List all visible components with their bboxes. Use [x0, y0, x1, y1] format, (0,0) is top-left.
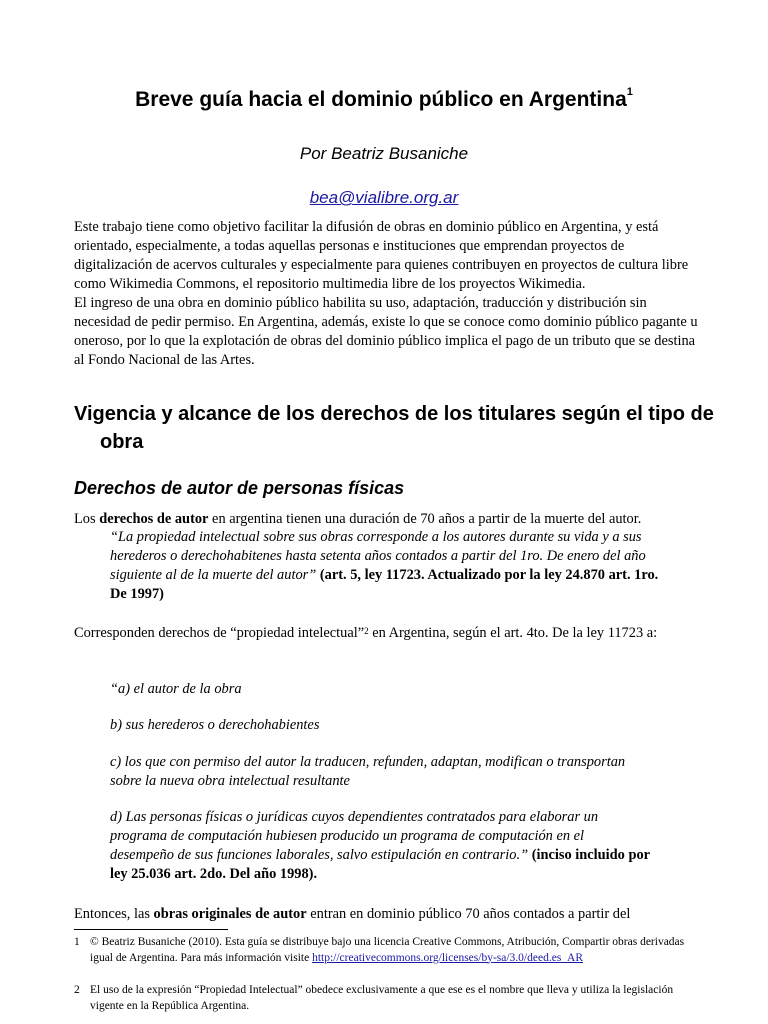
license-link[interactable]: http://creativecommons.org/licenses/by-sa/3.0/deed.es_AR [312, 951, 584, 964]
intro-section [74, 218, 698, 370]
paragraph-corresponden-post: en Argentina, según el art. 4to. De la ley 11723 a: [368, 625, 658, 641]
intro-paragraph-2: El ingreso de una obra en dominio público habilita su uso, adaptación, traducción y distribución sin necesidad de pedir permiso. En Argentina, además, existe lo que se conoce como dominio público pagante u oneroso, por lo que la explotación de obras del dominio público implica el pago de un tributo que se destina al Fondo Nacional de las Artes. [74, 295, 698, 368]
document-title [0, 88, 768, 112]
list-item-c: c) los que con permiso del autor la traducen, refunden, adaptan, modifican o transportan sobre la nueva obra intelectual resultante [110, 754, 626, 789]
footnote-2 [74, 983, 694, 1014]
paragraph-derechos-post: en argentina tienen una duración de 70 años a partir de la muerte del autor. [208, 511, 642, 527]
section-heading: Vigencia y alcance de los derechos de los titulares según el tipo de obra [74, 403, 714, 453]
email-link[interactable]: bea@vialibre.org.ar [309, 188, 459, 207]
subsection-heading: Derechos de autor de personas físicas [74, 478, 405, 498]
footnote-ref-2[interactable]: 2 [364, 626, 369, 636]
law-quote [110, 528, 670, 604]
paragraph-corresponden [74, 624, 674, 643]
list-item-b: b) sus herederos o derechohabientes [110, 717, 320, 733]
footnote-1-body: © Beatriz Busaniche (2010). Esta guía se distribuye bajo una licencia Creative Commons, Atribución, Compartir obras derivadas igual de Argentina. Para más información visite [90, 936, 685, 964]
document-title-text: Breve guía hacia el dominio público en Argentina [135, 88, 627, 111]
footnote-1-text [90, 935, 694, 966]
footnote-1 [74, 935, 694, 966]
author-email [0, 188, 768, 208]
list-item-d-reference: (inciso incluido por ley 25.036 art. 2do. Del año 1998). [110, 847, 650, 882]
paragraph-derechos [74, 510, 704, 529]
footnote-ref-1[interactable]: 1 [626, 86, 633, 98]
list-item-a: “a) el autor de la obra [110, 681, 242, 697]
list-item-d [110, 808, 650, 884]
law-quote-reference: (art. 5, ley 11723. Actualizado por la ley 24.870 art. 1ro. De 1997) [110, 567, 659, 602]
footnote-2-number: 2 [74, 984, 80, 996]
paragraph-entonces-bold: obras originales de autor [153, 906, 307, 922]
footnote-1-number: 1 [74, 936, 80, 948]
paragraph-entonces-post: entran en dominio público 70 años contados a partir del [306, 906, 631, 922]
author-line: Por Beatriz Busaniche [299, 144, 469, 163]
list-item-d-text: d) Las personas físicas o jurídicas cuyos dependientes contratados para elaborar un programa de computación hubiesen producido un programa de computación en el desempeño de sus funciones laborales, salvo estipulación en contrario.” [110, 809, 599, 863]
paragraph-entonces [74, 905, 714, 924]
footnote-2-text: El uso de la expresión “Propiedad Intelectual” obedece exclusivamente a que ese es el nombre que lleva y utiliza la legislación vigente en la República Argentina. [90, 984, 674, 1012]
paragraph-derechos-pre: Los [74, 511, 100, 527]
footnote-divider [74, 929, 228, 930]
intro-paragraph-1: Este trabajo tiene como objetivo facilitar la difusión de obras en dominio público en Argentina, y está orientado, especialmente, a todas aquellas personas e instituciones que emprendan proyectos de digitalización de acervos culturales y especialmente para quienes contribuyen en proyectos de cultura libre como Wikimedia Commons, el repositorio multimedia libre de los proyectos Wikimedia. [74, 219, 689, 292]
law-quote-text: “La propiedad intelectual sobre sus obras corresponde a los autores durante su vida y a sus herederos o derechohabitenes hasta setenta años contados a partir del 1ro. De enero del año siguiente al de la muerte del autor” [110, 529, 646, 583]
paragraph-entonces-pre: Entonces, las [74, 906, 154, 922]
paragraph-corresponden-pre: Corresponden derechos de “propiedad intelectual” [74, 625, 365, 641]
paragraph-derechos-bold: derechos de autor [99, 511, 209, 527]
